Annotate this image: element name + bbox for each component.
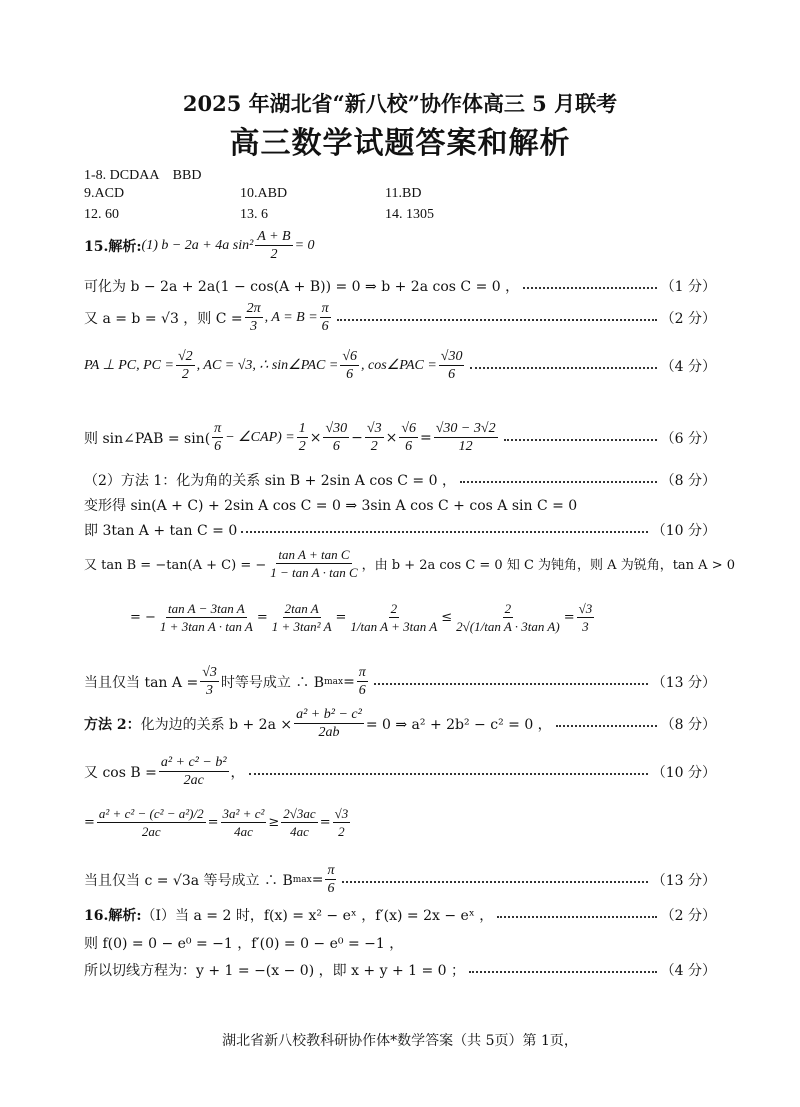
denominator: 6	[405, 439, 413, 454]
m1-step: 时等号成立 ∴ B	[220, 674, 325, 691]
fraction	[434, 420, 498, 455]
q16-line-3	[84, 960, 716, 980]
numerator: √6	[342, 349, 357, 364]
fraction	[357, 664, 368, 699]
denominator: 2ac	[141, 824, 161, 839]
denominator: 2	[270, 247, 278, 262]
denominator: 2ab	[318, 725, 340, 740]
operator: −	[351, 429, 363, 446]
q15-step: 则 sin∠PAB = sin(	[84, 430, 211, 447]
m2-step: 又 cos B =	[84, 764, 157, 781]
q15-step: PA ⊥ PC, PC =	[84, 358, 174, 373]
fraction	[200, 664, 219, 699]
denominator: 3	[582, 619, 589, 634]
numerator: a² + b² − c²	[296, 707, 362, 722]
numerator: √3	[202, 665, 217, 680]
subscript: max	[292, 874, 312, 885]
denominator: 6	[321, 319, 329, 334]
numerator: π	[358, 665, 366, 680]
denominator: 2√(1/tan A · 3tan A)	[456, 619, 560, 634]
denominator: 6	[358, 683, 366, 698]
denominator: 3	[206, 683, 214, 698]
fraction	[268, 546, 359, 581]
dotted-leader	[460, 481, 657, 483]
fraction	[439, 348, 465, 383]
denominator: 6	[346, 367, 354, 382]
m1-line-3	[84, 520, 716, 540]
m1-line-6	[84, 664, 716, 699]
exam-title: 2025 年湖北省“新八校”协作体高三 5 月联考	[182, 91, 618, 116]
q16-step: （I）当 a = 2 时，f(x) = x² − eˣ ，f′(x) = 2x − eˣ ，	[141, 908, 494, 924]
denominator: 4ac	[234, 824, 253, 839]
answer-11: 11.BD	[385, 186, 422, 201]
denominator: 2	[181, 367, 189, 382]
score-mark: （6 分）	[660, 430, 716, 447]
m1-step: 即 3tan A + tan C = 0	[84, 523, 238, 539]
m2-step: = 0 ⇒ a² + 2b² − c² = 0 ，	[365, 716, 552, 733]
denominator: 6	[214, 439, 222, 454]
fraction	[158, 600, 255, 635]
m1-step: 变形得 sin(A + C) + 2sin A cos C = 0 ⇒ 3sin A cos C + cos A sin C = 0	[84, 498, 578, 514]
fraction	[454, 600, 562, 635]
m2-step: ，	[230, 764, 245, 781]
fraction	[365, 420, 384, 455]
m2-line-3: = $\frac{\text{a² + c² − (c² − a²)/2}}{2ac}$ = $\frac{\text{3a² + c²}}{4ac}$ ≥ $\frac{2√3ac}{4ac}$ = $\frac{√3}{2}$	[84, 806, 349, 839]
answer-14: 14. 1305	[385, 207, 434, 222]
answer-13: 13. 6	[240, 207, 268, 222]
numerator: √30	[325, 421, 348, 436]
denominator: 1 − tan A · tan C	[270, 565, 358, 580]
fraction	[297, 420, 308, 455]
q16-step: 所以切线方程为：y + 1 = −(x − 0) ，即 x + y + 1 = 0 ；	[84, 963, 466, 979]
m1-step: ，由 b + 2a cos C = 0 知 C 为钝角，则 A 为锐角，tan A > 0	[361, 558, 735, 573]
dotted-leader	[342, 881, 647, 883]
fraction	[176, 348, 195, 383]
q15-step: 又 a = b = √3 ，则 C =	[84, 310, 243, 327]
operator: =	[311, 871, 324, 888]
denominator: 6	[327, 881, 335, 896]
numerator: π	[327, 863, 335, 878]
fraction	[348, 600, 439, 635]
method-2-label: 方法 2：	[84, 716, 141, 733]
q15-line-2	[84, 276, 716, 296]
fraction	[325, 862, 336, 897]
q15-fraction	[255, 228, 292, 263]
denominator: 2	[338, 824, 345, 839]
m2-line-2	[84, 754, 716, 789]
m1-line-5: = − $\frac{\text{tan A − 3tan A}}{\text{1 + 3tan A · tan A}}$ = $\frac{\text{2tan A}}{\text{1 + 3tan² A}}$ = $\frac{2}{\text{1/tan A + 3tan A}}$ ≤ $\frac{2}{\text{2√(1/tan A · 3tan A)}}$ = $\frac{√3}{3}$	[130, 601, 593, 634]
m2-line-4	[84, 862, 716, 897]
answers-1-8: 1-8. DCDAA BBD	[84, 168, 202, 183]
numerator: a² + c² − (c² − a²)/2	[98, 806, 204, 821]
numerator: 2π	[246, 301, 261, 316]
page-title: 高三数学试题答案和解析	[229, 126, 571, 161]
m1-step: 又 tan B = −tan(A + C) = −	[84, 558, 267, 573]
score-mark: （8 分）	[660, 473, 716, 489]
fraction	[221, 805, 267, 840]
page-footer: 湖北省新八校教科研协作体*数学答案（共 5页）第 1页，	[222, 1033, 578, 1049]
numerator: tan A + tan C	[278, 547, 350, 562]
dotted-leader	[470, 367, 656, 369]
q15-step: , A = B =	[264, 309, 318, 325]
dotted-leader	[249, 773, 648, 775]
q15-line-4	[84, 348, 716, 383]
m2-step: 当且仅当 c = √3a 等号成立 ∴ B	[84, 872, 293, 889]
numerator: √3	[334, 806, 349, 821]
dotted-leader	[469, 971, 657, 973]
dotted-leader	[523, 287, 657, 289]
q16-line-2	[84, 933, 716, 953]
fraction	[245, 300, 263, 335]
q16-label: 16.解析:	[84, 908, 142, 924]
numerator: √2	[177, 349, 193, 364]
m2-step: 化为边的关系 b + 2a ×	[140, 716, 293, 733]
numerator: 2√3ac	[283, 806, 316, 821]
operator: ×	[309, 429, 322, 446]
denominator: 6	[332, 439, 340, 454]
answer-12: 12. 60	[84, 207, 119, 222]
denominator: 12	[458, 439, 473, 454]
score-mark: （2 分）	[660, 310, 716, 327]
m2-line-1	[84, 706, 716, 741]
numerator: π	[321, 301, 329, 316]
score-mark: （8 分）	[660, 716, 716, 733]
numerator: 2	[390, 601, 398, 616]
denominator: 1/tan A + 3tan A	[350, 619, 438, 634]
fraction	[399, 420, 418, 455]
numerator: 3a² + c²	[222, 806, 265, 821]
fraction	[323, 420, 349, 455]
denominator: 2	[370, 439, 378, 454]
score-mark: （13 分）	[651, 674, 716, 691]
score-mark: （10 分）	[651, 764, 716, 781]
denominator: 1 + 3tan A · tan A	[159, 619, 253, 634]
score-mark: （10 分）	[651, 523, 716, 539]
numerator: a² + c² − b²	[160, 755, 227, 770]
fraction	[159, 754, 229, 789]
q15-line-1	[84, 228, 716, 263]
answer-9: 9.ACD	[84, 186, 125, 201]
score-mark: （2 分）	[660, 908, 716, 924]
dotted-leader	[504, 439, 657, 441]
fraction	[294, 706, 364, 741]
numerator: 2tan A	[284, 601, 319, 616]
numerator: √6	[401, 421, 417, 436]
dotted-leader	[241, 531, 648, 533]
q15-step: , AC = √3, ∴ sin∠PAC =	[196, 358, 339, 373]
q15-equation: (1) b − 2a + 4a sin²	[141, 237, 254, 253]
m1-line-4	[84, 546, 735, 581]
fraction	[281, 805, 317, 840]
q16-line-1	[84, 905, 716, 925]
score-mark: （4 分）	[660, 963, 716, 979]
fraction	[270, 600, 334, 635]
denominator: 2ac	[183, 773, 204, 788]
numerator: 2	[504, 601, 512, 616]
fraction	[333, 805, 351, 840]
fraction	[97, 805, 206, 840]
dotted-leader	[556, 725, 657, 727]
numerator: √30	[440, 349, 463, 364]
numerator: 1	[298, 421, 306, 436]
q15-label: 15.解析:	[84, 238, 142, 255]
numerator: A + B	[257, 229, 291, 244]
operator: ×	[385, 429, 398, 446]
q15-step: − ∠CAP) =	[225, 430, 295, 445]
m1-step: 当且仅当 tan A =	[84, 674, 199, 691]
operator: =	[420, 429, 432, 446]
q15-equation-tail: = 0	[294, 237, 315, 253]
denominator: 4ac	[290, 824, 309, 839]
fraction	[340, 348, 359, 383]
score-mark: （1 分）	[660, 279, 716, 295]
subscript: max	[324, 676, 344, 687]
q15-step: 可化为 b − 2a + 2a(1 − cos(A + B)) = 0 ⇒ b + 2a cos C = 0 ，	[84, 279, 520, 295]
numerator: π	[214, 421, 222, 436]
operator: =	[343, 673, 355, 690]
fraction	[212, 420, 223, 455]
m1-step: （2）方法 1：化为角的关系 sin B + 2sin A cos C = 0 ，	[84, 473, 456, 489]
numerator: tan A − 3tan A	[168, 601, 245, 616]
dotted-leader	[374, 683, 648, 685]
denominator: 6	[448, 367, 456, 382]
q15-step: , cos∠PAC =	[361, 358, 437, 373]
score-mark: （4 分）	[660, 358, 716, 375]
numerator: √30 − 3√2	[435, 421, 496, 436]
score-mark: （13 分）	[651, 872, 716, 889]
fraction	[320, 300, 331, 335]
q15-line-5	[84, 420, 716, 455]
denominator: 2	[298, 439, 306, 454]
numerator: √3	[366, 421, 382, 436]
denominator: 1 + 3tan² A	[271, 619, 332, 634]
m1-line-2	[84, 495, 716, 515]
m1-line-1	[84, 470, 716, 490]
answer-10: 10.ABD	[240, 186, 288, 201]
dotted-leader	[497, 916, 656, 918]
dotted-leader	[337, 319, 657, 321]
q16-step: 则 f(0) = 0 − e⁰ = −1 ，f′(0) = 0 − e⁰ = −1 ，	[84, 936, 404, 952]
q15-line-3	[84, 300, 716, 335]
numerator: √3	[578, 601, 593, 616]
denominator: 3	[250, 319, 258, 334]
fraction	[577, 600, 595, 635]
